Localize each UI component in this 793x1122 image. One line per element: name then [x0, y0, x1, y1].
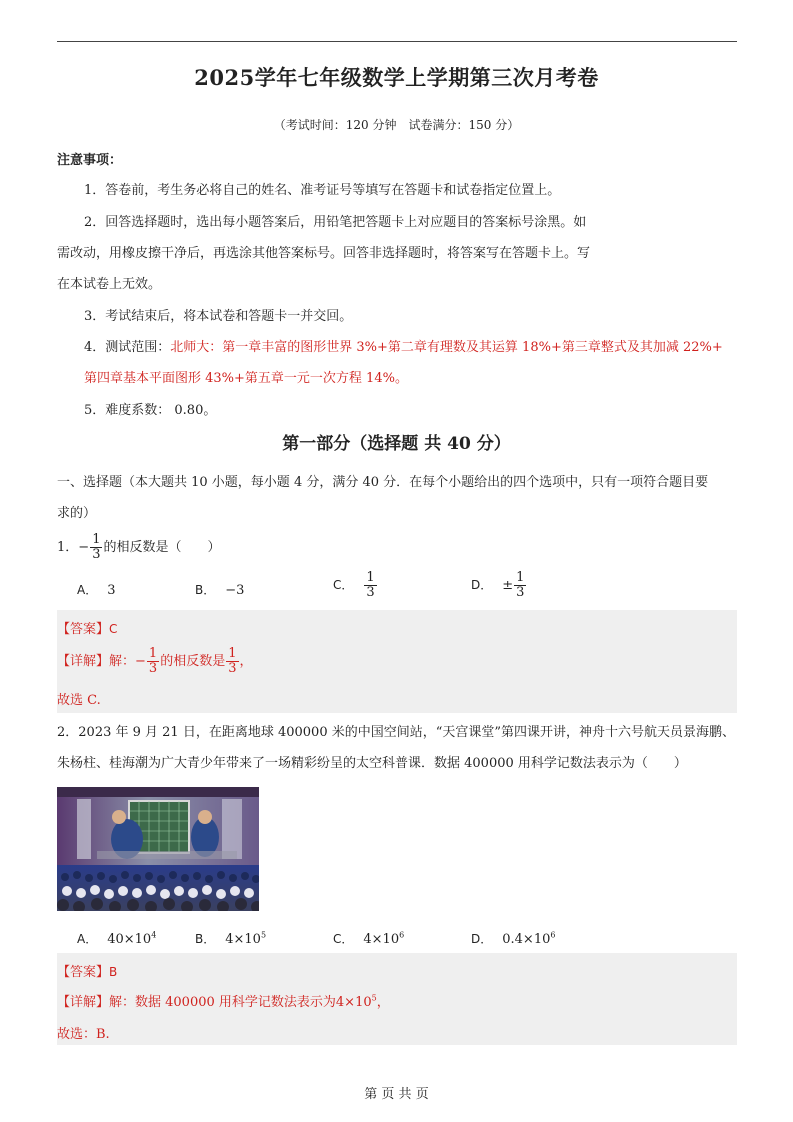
q1-option-b-label: B．: [195, 583, 216, 597]
q1-minus: −: [78, 540, 90, 555]
q2-option-a[interactable]: [77, 930, 156, 947]
notice-heading: 注意事项：: [57, 153, 123, 168]
notice-item-2-line2: 需改动，用橡皮擦干净后，再选涂其他答案标号。回答非选择题时，将答案写在答题卡上。写: [57, 246, 591, 261]
q1-option-c[interactable]: [333, 571, 378, 600]
q1-stem-tail: 的相反数是（ ）: [103, 540, 221, 555]
q2-stem-line1: 2．2023 年 9 月 21 日，在距离地球 400000 米的中国空间站，“天宫课堂”第四课开讲，神舟十六号航天员景海鹏、: [57, 725, 736, 740]
q1-frac-num: 1: [92, 532, 101, 547]
q2-option-c-exp: 6: [399, 930, 405, 940]
q2-detail: [57, 991, 390, 1010]
q2-option-c[interactable]: [333, 930, 404, 947]
q2-option-b-exp: 5: [260, 930, 267, 940]
q2-detail-end: ，: [376, 995, 390, 1010]
notice-item-1: 1．答卷前，考生务必将自己的姓名、准考证号等填写在答题卡和试卷指定位置上。: [84, 183, 561, 198]
q2-answer: [57, 961, 117, 980]
q2-option-a-label: A．: [77, 932, 98, 946]
q2-detail-exp: 5: [371, 993, 377, 1003]
q2-option-d[interactable]: [471, 930, 555, 947]
q1-frac-den: 3: [92, 547, 101, 562]
test-scope-line2: 第四章基本平面图形 43%+第五章一元一次方程 14%。: [84, 371, 408, 386]
page-footer: 第 页 共 页: [364, 1087, 429, 1102]
q1-detail: [57, 647, 253, 676]
q2-option-b-base: 4×10: [225, 932, 261, 947]
q2-detail-base: 4×10: [335, 995, 372, 1010]
q1-number: 1．: [57, 540, 79, 555]
q2-detail-text: 【详解】解：数据 400000 用科学记数法表示为: [57, 995, 336, 1010]
q1-answer-value: C: [109, 622, 118, 636]
q1-stem: [57, 533, 220, 562]
q2-answer-box: [57, 953, 737, 1045]
q2-option-d-exp: 6: [550, 930, 556, 940]
q1-option-d-num: 1: [516, 570, 525, 585]
q1-detail-minus: −: [135, 654, 146, 669]
q2-answer-label: 【答案】: [57, 965, 110, 980]
q2-stem-line2: 朱杨柱、桂海潮为广大青少年带来了一场精彩纷呈的太空科普课．数据 400000 用科学记数法表示为（ ）: [57, 756, 687, 771]
q2-option-a-base: 40×10: [107, 932, 152, 947]
q1-detail-fraction-2: [226, 647, 238, 676]
q1-answer: [57, 618, 117, 637]
q1-detail-den1: 3: [148, 661, 158, 676]
notice-item-5: 5．难度系数： 0.80。: [84, 403, 217, 418]
q2-option-c-label: C．: [333, 932, 354, 946]
q1-detail-label: 【详解】解：: [57, 654, 136, 669]
q1-detail-fraction-1: [147, 647, 159, 676]
q1-option-a-value: 3: [107, 583, 116, 598]
section-intro-line1: 一、选择题（本大题共 10 小题，每小题 4 分，满分 40 分．在每个小题给出的四个选项中，只有一项符合题目要: [57, 475, 709, 490]
q2-conclusion: 故选：B.: [57, 1027, 110, 1042]
q1-option-c-label: C．: [333, 578, 354, 592]
q1-option-d-sign: ±: [502, 578, 514, 593]
test-scope-line1: 北师大：第一章丰富的图形世界 3%+第二章有理数及其运算 18%+第三章整式及其加减 22%+: [170, 340, 723, 355]
q2-option-d-base: 0.4×10: [502, 932, 551, 947]
section-intro-line2: 求的）: [57, 506, 97, 521]
notice-item-2-line1: 2．回答选择题时，选出每小题答案后，用铅笔把答题卡上对应题目的答案标号涂黑。如: [84, 215, 587, 230]
q1-detail-num1: 1: [148, 646, 158, 661]
q1-option-c-den: 3: [366, 585, 375, 600]
q1-option-b-value: −3: [225, 583, 245, 598]
q2-option-b-label: B．: [195, 932, 216, 946]
exam-subtitle: （考试时间：120 分钟 试卷满分：150 分）: [273, 118, 520, 132]
q2-option-d-label: D．: [471, 932, 493, 946]
q2-option-c-base: 4×10: [363, 932, 400, 947]
q1-option-c-num: 1: [366, 570, 375, 585]
q1-conclusion: 故选 C.: [57, 693, 101, 708]
section-title: 第一部分（选择题 共 40 分）: [282, 434, 511, 454]
q2-option-a-exp: 4: [151, 930, 157, 940]
q1-detail-den2: 3: [228, 661, 237, 676]
q1-option-a[interactable]: [77, 581, 116, 598]
space-classroom-photo: [57, 787, 259, 911]
q2-option-b[interactable]: [195, 930, 266, 947]
q1-option-d-label: D．: [471, 578, 493, 592]
q1-detail-num2: 1: [228, 646, 237, 661]
q1-detail-end: ，: [239, 654, 253, 669]
q1-option-d-den: 3: [516, 585, 525, 600]
notice-item-2-line3: 在本试卷上无效。: [57, 277, 162, 292]
q1-detail-mid: 的相反数是: [160, 654, 226, 669]
q1-option-b[interactable]: [195, 581, 244, 598]
top-rule: [57, 41, 737, 42]
q1-option-c-fraction: [364, 571, 376, 600]
q2-answer-value: B: [109, 965, 118, 979]
q1-fraction: [90, 533, 102, 562]
notice-item-4-prefix: 4．测试范围：: [84, 340, 171, 355]
q1-option-a-label: A．: [77, 583, 98, 597]
q1-option-d-fraction: [514, 571, 526, 600]
notice-item-4-line1: [84, 336, 723, 355]
q1-answer-label: 【答案】: [57, 622, 110, 637]
exam-title: 2025学年七年级数学上学期第三次月考卷: [194, 65, 599, 90]
notice-item-3: 3．考试结束后，将本试卷和答题卡一并交回。: [84, 309, 353, 324]
q1-answer-box: [57, 610, 737, 713]
q1-option-d[interactable]: [471, 571, 527, 600]
space-classroom-illustration: [57, 787, 259, 911]
